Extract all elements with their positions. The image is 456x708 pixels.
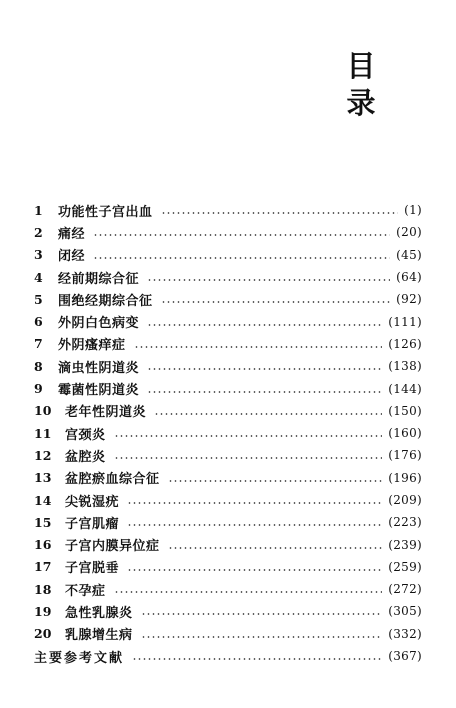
entry-number: 15 — [34, 514, 52, 530]
entry-number: 4 — [34, 269, 43, 285]
dot-leader — [127, 569, 382, 571]
dot-leader — [147, 324, 382, 326]
entry-number: 20 — [34, 626, 52, 642]
entry-page: (223) — [388, 515, 422, 530]
toc-entry-12[interactable] — [34, 444, 422, 466]
dot-leader — [141, 613, 383, 615]
entry-page: (111) — [388, 314, 422, 329]
entry-title: 子宫脱垂 — [65, 561, 120, 577]
dot-leader — [168, 547, 383, 549]
entry-title: 子宫肌瘤 — [65, 516, 120, 532]
toc-entry-10[interactable] — [34, 400, 422, 422]
toc-entry-13[interactable] — [34, 467, 422, 489]
entry-title: 滴虫性阴道炎 — [58, 360, 140, 376]
entry-title: 围绝经期综合征 — [58, 293, 153, 309]
entry-number: 5 — [34, 291, 43, 307]
entry-number: 13 — [34, 470, 52, 486]
entry-page: (272) — [388, 582, 422, 597]
toc-entry-9[interactable] — [34, 377, 422, 399]
entry-title: 老年性阴道炎 — [65, 405, 147, 421]
dot-leader — [114, 435, 383, 437]
entry-title: 闭经 — [58, 249, 86, 265]
entry-title: 经前期综合征 — [58, 271, 140, 287]
entry-page: (64) — [396, 270, 422, 285]
dot-leader — [127, 524, 382, 526]
toc-entry-11[interactable] — [34, 422, 422, 444]
entry-number: 11 — [34, 425, 52, 441]
entry-page: (259) — [388, 559, 422, 574]
dot-leader — [161, 212, 399, 214]
entry-title: 急性乳腺炎 — [65, 605, 133, 621]
toc-entry-20[interactable] — [34, 623, 422, 645]
entry-title: 外阴白色病变 — [58, 316, 140, 332]
dot-leader — [93, 234, 390, 236]
entry-number: 12 — [34, 447, 52, 463]
entry-number: 7 — [34, 336, 43, 352]
dot-leader — [147, 391, 382, 393]
dot-leader — [114, 591, 383, 593]
entry-page: (196) — [388, 470, 422, 485]
entry-page: (367) — [388, 649, 422, 664]
entry-number: 8 — [34, 358, 43, 374]
toc-entry-8[interactable] — [34, 355, 422, 377]
dot-leader — [134, 346, 383, 348]
page-title-char-1: 目 — [346, 49, 376, 83]
entry-number: 2 — [34, 224, 43, 240]
toc-entry-15[interactable] — [34, 511, 422, 533]
entry-page: (332) — [388, 626, 422, 641]
dot-leader — [147, 279, 390, 281]
entry-title: 乳腺增生病 — [65, 628, 133, 644]
entry-number: 19 — [34, 603, 52, 619]
page-title-char-2: 录 — [346, 86, 376, 120]
entry-page: (138) — [388, 359, 422, 374]
dot-leader — [154, 413, 382, 415]
toc-entry-16[interactable] — [34, 533, 422, 555]
entry-page: (209) — [388, 493, 422, 507]
toc-entry-3[interactable] — [34, 244, 422, 266]
entry-number: 3 — [34, 247, 43, 263]
entry-page: (144) — [388, 381, 422, 396]
toc-entry-17[interactable] — [34, 556, 422, 578]
entry-page: (92) — [396, 292, 422, 307]
entry-page: (20) — [396, 225, 422, 240]
entry-title: 不孕症 — [65, 583, 106, 599]
entry-number: 1 — [34, 202, 43, 218]
entry-page: (45) — [396, 247, 422, 262]
entry-page: (1) — [404, 203, 422, 218]
entry-title: 宫颈炎 — [65, 427, 106, 443]
toc-entry-2[interactable] — [34, 221, 422, 243]
toc-entry-5[interactable] — [34, 288, 422, 310]
entry-page: (150) — [388, 403, 422, 418]
entry-title: 子宫内膜异位症 — [65, 539, 160, 555]
entry-number: 10 — [34, 403, 52, 419]
toc-entry-6[interactable] — [34, 310, 422, 332]
entry-number: 14 — [34, 492, 52, 508]
entry-title: 痛经 — [58, 226, 86, 242]
entry-page: (305) — [388, 604, 422, 619]
dot-leader — [168, 480, 383, 482]
toc-entry-14[interactable] — [34, 489, 422, 511]
entry-title: 盆腔瘀血综合征 — [65, 472, 160, 488]
entry-title: 尖锐湿疣 — [65, 494, 120, 510]
dot-leader — [147, 368, 382, 370]
dot-leader — [114, 457, 383, 459]
toc-entry-references[interactable] — [34, 645, 422, 667]
entry-number: 9 — [34, 381, 43, 397]
toc-entry-18[interactable] — [34, 578, 422, 600]
table-of-contents — [34, 199, 422, 667]
dot-leader — [141, 636, 383, 638]
entry-number: 6 — [34, 314, 43, 330]
entry-title: 功能性子宫出血 — [58, 204, 153, 220]
entry-title: 外阴瘙痒症 — [58, 338, 126, 354]
dot-leader — [93, 257, 390, 259]
toc-entry-19[interactable] — [34, 600, 422, 622]
dot-leader — [132, 658, 382, 660]
entry-title: 主要参考文献 — [34, 650, 125, 666]
entry-title: 盆腔炎 — [65, 449, 106, 465]
entry-page: (160) — [388, 426, 422, 441]
entry-number: 17 — [34, 559, 52, 575]
entry-page: (126) — [388, 336, 422, 351]
entry-page: (239) — [388, 537, 422, 552]
entry-page: (176) — [388, 448, 422, 463]
toc-entry-4[interactable] — [34, 266, 422, 288]
dot-leader — [127, 502, 382, 504]
entry-number: 16 — [34, 537, 52, 553]
toc-entry-1[interactable] — [34, 199, 422, 221]
dot-leader — [161, 301, 391, 303]
entry-number: 18 — [34, 581, 52, 597]
entry-title: 霉菌性阴道炎 — [58, 383, 140, 399]
toc-entry-7[interactable] — [34, 333, 422, 355]
